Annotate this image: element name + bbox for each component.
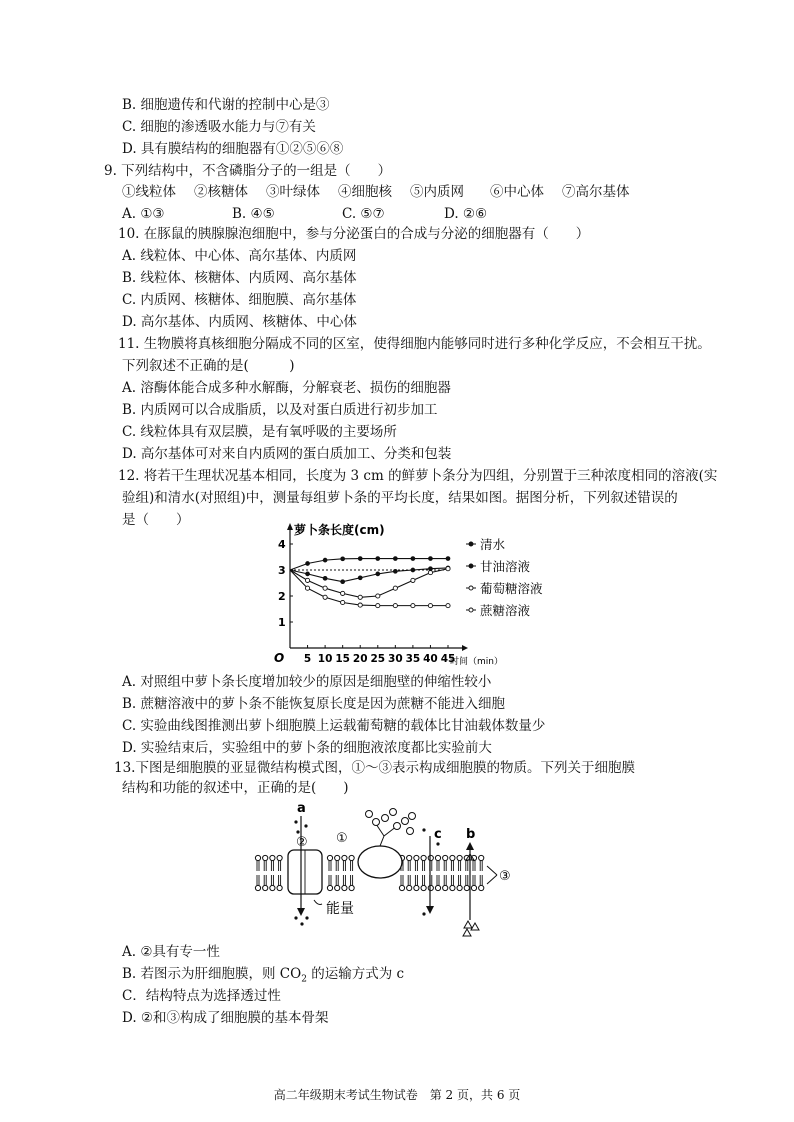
- phospholipid: [255, 855, 260, 871]
- q9-stem: 9. 下列结构中，不含磷脂分子的一组是（ ）: [104, 163, 392, 179]
- subscript-2: 2: [301, 974, 307, 985]
- data-point: [306, 572, 310, 576]
- label-2: ②: [296, 835, 308, 850]
- data-point: [306, 562, 310, 566]
- data-point: [428, 571, 432, 575]
- q9-item: ⑥中心体: [490, 184, 544, 200]
- label-3: ③: [499, 869, 511, 884]
- label-a: a: [297, 801, 306, 816]
- legend-label: 清水: [480, 537, 506, 552]
- data-point: [358, 557, 362, 561]
- data-point: [341, 557, 345, 561]
- x-tick-label: 10: [317, 653, 333, 665]
- q9-option-b: B. ④⑤: [232, 206, 275, 222]
- chart-legend: [466, 537, 543, 618]
- x-tick-label: 30: [388, 653, 403, 665]
- phospholipid: [471, 875, 476, 891]
- q9-item: ②核糖体: [194, 184, 248, 200]
- legend-label: 蔗糖溶液: [480, 603, 531, 618]
- data-point: [305, 578, 309, 582]
- phospholipid: [443, 875, 448, 891]
- q11-option-d: D. 高尔基体可对来自内质网的蛋白质加工、分类和包装: [122, 446, 452, 462]
- data-point: [305, 586, 309, 590]
- data-point: [376, 572, 380, 576]
- q13-option-a: A. ②具有专一性: [122, 944, 220, 960]
- y-tick-label: 3: [278, 564, 286, 577]
- data-point: [393, 557, 397, 561]
- phospholipid: [277, 855, 282, 871]
- q9-option-a: A. ①③: [122, 206, 165, 222]
- data-point: [429, 567, 433, 571]
- phospholipid: [435, 875, 440, 891]
- legend-marker: [469, 586, 473, 590]
- phospholipid: [342, 875, 347, 891]
- data-point: [323, 558, 327, 562]
- phospholipid: [335, 875, 340, 891]
- phospholipid: [450, 855, 455, 871]
- phospholipid: [479, 875, 484, 891]
- phospholipid: [399, 875, 404, 891]
- x-tick-label: 5: [303, 653, 312, 665]
- radish-length-chart: [270, 520, 570, 670]
- q11-option-a: A. 溶酶体能合成多种水解酶，分解衰老、损伤的细胞器: [122, 380, 451, 396]
- sugar-chain: [366, 809, 416, 847]
- phospholipid: [457, 875, 462, 891]
- x-tick-label: 35: [405, 653, 421, 665]
- phospholipid: [270, 875, 275, 891]
- legend-marker: [469, 608, 473, 612]
- phospholipid: [263, 855, 268, 871]
- q9-option-c: C. ⑤⑦: [342, 206, 385, 222]
- data-point: [446, 557, 450, 561]
- q12-option-c: C. 实验曲线图推测出萝卜细胞膜上运载葡萄糖的载体比甘油载体数量少: [122, 718, 546, 734]
- phospholipid: [407, 875, 412, 891]
- phospholipid: [464, 855, 469, 871]
- q13-option-b-tail: 的运输方式为 c: [306, 966, 405, 982]
- phospholipid: [428, 855, 433, 871]
- phospholipid: [450, 875, 455, 891]
- q13-option-c: C．结构特点为选择透过性: [122, 988, 281, 1004]
- data-point: [341, 591, 345, 595]
- option-b-prev: B. 细胞遗传和代谢的控制中心是③: [122, 97, 330, 113]
- q13-option-d: D. ②和③构成了细胞膜的基本骨架: [122, 1010, 329, 1026]
- data-point: [323, 586, 327, 590]
- phospholipid: [435, 855, 440, 871]
- q11-stem-line2: 下列叙述不正确的是( ): [122, 358, 295, 374]
- phospholipid: [263, 875, 268, 891]
- label-energy: 能量: [326, 901, 354, 917]
- q11-option-c: C. 线粒体具有双层膜，是有氧呼吸的主要场所: [122, 424, 397, 440]
- data-point: [393, 604, 397, 608]
- data-point: [411, 557, 415, 561]
- phospholipid: [443, 855, 448, 871]
- q10-option-a: A. 线粒体、中心体、高尔基体、内质网: [122, 248, 357, 264]
- phospholipid: [349, 855, 354, 871]
- data-point: [358, 576, 362, 580]
- option-c-prev: C. 细胞的渗透吸水能力与⑦有关: [122, 119, 316, 135]
- data-point: [376, 604, 380, 608]
- data-point: [446, 604, 450, 608]
- series-line: [290, 569, 448, 598]
- data-point: [411, 604, 415, 608]
- q11-stem-line1: 11. 生物膜将真核细胞分隔成不同的区室，使得细胞内能够同时进行多种化学反应，不会相互干扰。: [118, 336, 711, 352]
- phospholipid: [277, 875, 282, 891]
- series-line: [290, 559, 448, 570]
- q9-items: [122, 182, 630, 202]
- option-d-prev: D. 具有膜结构的细胞器有①②⑤⑥⑧: [122, 141, 344, 157]
- q13-option-b-text: B. 若图示为肝细胞膜，则 CO: [122, 966, 302, 982]
- phospholipid: [342, 855, 347, 871]
- label-1: ①: [336, 831, 348, 846]
- phospholipid: [414, 875, 419, 891]
- data-point: [429, 557, 433, 561]
- q9-item: ⑦高尔基体: [562, 184, 630, 200]
- data-point: [341, 580, 345, 584]
- legend-label: 甘油溶液: [480, 559, 531, 574]
- phospholipid: [327, 855, 332, 871]
- glycoprotein: [358, 846, 402, 878]
- q9-item: ⑤内质网: [410, 184, 464, 200]
- x-axis-label: 时间（min）: [450, 657, 503, 667]
- phospholipid: [421, 855, 426, 871]
- y-tick-label: 1: [278, 616, 286, 629]
- q9-item: ①线粒体: [122, 184, 176, 200]
- phospholipid: [349, 875, 354, 891]
- q12-stem-line3: 是（ ）: [122, 512, 190, 528]
- data-point: [323, 576, 327, 580]
- data-point: [323, 595, 327, 599]
- phospholipid: [255, 875, 260, 891]
- phospholipid: [457, 855, 462, 871]
- q9-option-d: D. ②⑥: [444, 206, 488, 222]
- data-point: [376, 557, 380, 561]
- q12-option-d: D. 实验结束后，实验组中的萝卜条的细胞液浓度都比实验前大: [122, 740, 492, 756]
- phospholipid: [428, 875, 433, 891]
- q10-stem: 10. 在豚鼠的胰腺腺泡细胞中，参与分泌蛋白的合成与分泌的细胞器有（ ）: [118, 226, 590, 242]
- phospholipid: [327, 875, 332, 891]
- data-point: [341, 600, 345, 604]
- label-c: c: [434, 827, 442, 842]
- q10-option-b: B. 线粒体、核糖体、内质网、高尔基体: [122, 270, 357, 286]
- q13-stem-line2: 结构和功能的叙述中，正确的是( ): [122, 780, 349, 796]
- x-tick-label: 40: [423, 653, 438, 665]
- q12-stem-line1: 12. 将若干生理状况基本相同，长度为 3 cm 的鲜萝卜条分为四组，分别置于三种浓度相同的溶液(实: [118, 468, 718, 484]
- legend-marker: [469, 564, 473, 568]
- data-point: [411, 568, 415, 572]
- origin-label: O: [274, 651, 285, 665]
- phospholipid: [270, 855, 275, 871]
- data-point: [358, 603, 362, 607]
- y-axis-arrow: [287, 523, 293, 530]
- y-tick-label: 4: [278, 538, 286, 551]
- x-tick-label: 15: [335, 653, 350, 665]
- y-axis-label: 萝卜条长度(cm): [294, 523, 385, 537]
- phospholipid: [335, 855, 340, 871]
- data-point: [428, 604, 432, 608]
- cell-membrane-diagram: [252, 800, 552, 940]
- legend-label: 葡萄糖溶液: [480, 581, 543, 596]
- data-point: [393, 569, 397, 573]
- q12-option-b: B. 蔗糖溶液中的萝卜条不能恢复原长度是因为蔗糖不能进入细胞: [122, 696, 506, 712]
- label-b: b: [466, 827, 476, 842]
- phospholipid: [464, 875, 469, 891]
- x-axis-arrow: [462, 645, 468, 651]
- data-point: [446, 567, 450, 571]
- x-tick-label: 20: [352, 653, 368, 665]
- q10-option-c: C. 内质网、核糖体、细胞膜、高尔基体: [122, 292, 357, 308]
- q13-stem-line1: 13.下图是细胞膜的亚显微结构模式图，①～③表示构成细胞膜的物质。下列关于细胞膜: [114, 760, 635, 776]
- q12-option-a: A. 对照组中萝卜条长度增加较少的原因是细胞壁的伸缩性较小: [122, 674, 492, 690]
- phospholipid: [479, 855, 484, 871]
- data-point: [411, 578, 415, 582]
- phospholipid: [407, 855, 412, 871]
- chart-series-layer: [290, 557, 450, 608]
- data-point: [358, 595, 362, 599]
- q10-option-d: D. 高尔基体、内质网、核糖体、中心体: [122, 314, 357, 330]
- page-footer: 高二年级期末考试生物试卷 第 2 页，共 6 页: [273, 1088, 521, 1102]
- q9-item: ③叶绿体: [266, 184, 320, 200]
- y-tick-label: 2: [278, 590, 286, 603]
- data-point: [393, 586, 397, 590]
- q11-option-b: B. 内质网可以合成脂质，以及对蛋白质进行初步加工: [122, 402, 438, 418]
- phospholipid: [421, 875, 426, 891]
- q9-item: ④细胞核: [338, 184, 392, 200]
- legend-marker: [469, 542, 473, 546]
- phospholipid: [414, 855, 419, 871]
- data-point: [376, 594, 380, 598]
- x-tick-label: 45: [440, 653, 456, 665]
- q12-stem-line2: 验组)和清水(对照组)中，测量每组萝卜条的平均长度，结果如图。据图分析，下列叙述错误的: [122, 490, 678, 506]
- x-tick-label: 25: [370, 653, 386, 665]
